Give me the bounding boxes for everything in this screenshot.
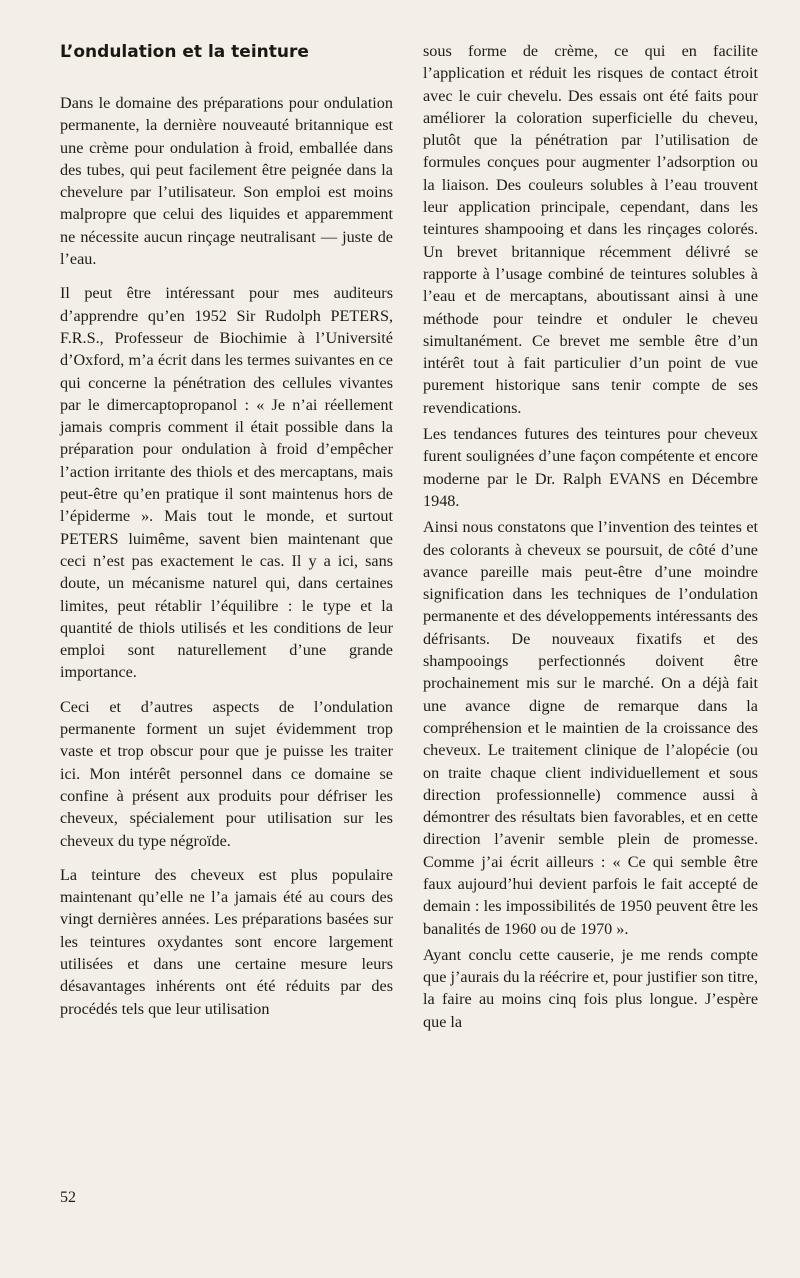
paragraph: Ainsi nous constatons que l’invention des teintes et des colorants à cheveux se poursuit, de côté d’une avance pareille mais peut-être d’une moindre signification dans les techniques de l’ondulation permanente et des développements intéressants des défrisants. De nouveaux fixatifs et des shampooings perfectionnés doivent être prochainement mis sur le marché. On a déjà fait une avance digne de remarque dans la compréhension et le maintien de la croissance des cheveux. Le traitement clinique de l’alopécie (ou on traite chaque client individuellement et sous direction professionnelle) commence aussi à démontrer des résultats bien favorables, et en cette direction l’avenir semble plein de promesse. Comme j’ai écrit ailleurs : « Ce qui semble être faux aujourd’hui devient parfois le fait accepté de demain : les impossibilités de 1950 peuvent être les banalités de 1960 ou de 1970 ». [423,518,758,938]
left-column [60,40,393,1032]
paragraph: La teinture des cheveux est plus populaire maintenant qu’elle ne l’a jamais été au cours des vingt dernières années. Les préparations basées sur les teintures oxydantes sont encore largement utilisées et dans une certaine mesure leurs désavantages inhérents ont été réduits par des procédés tels que leur utilisation [60,865,393,1018]
right-column [423,40,758,1037]
paragraph: Ayant conclu cette causerie, je me rends compte que j’aurais du la réécrire et, pour justifier son titre, la faire au moins cinq fois plus longue. J’espère que la [423,945,758,1031]
section-heading: L’ondulation et la teinture [60,42,309,62]
paragraph: Ceci et d’autres aspects de l’ondulation permanente forment un sujet évidemment trop vaste et trop obscur pour que je puisse les traiter ici. Mon intérêt personnel dans ce domaine se confine à présent aux produits pour défriser les cheveux, spécialement pour utilisation sur les cheveux du type négroïde. [60,697,393,850]
paragraph: Dans le domaine des préparations pour ondulation permanente, la dernière nouveauté britannique est une crème pour ondulation à froid, emballée dans des tubes, qui peut facilement être peignée dans la chevelure par l’utilisateur. Son emploi est moins malpropre que celui des liquides et apparemment ne nécessite aucun rinçage neutralisant — juste de l’eau. [60,94,393,269]
paragraph: Les tendances futures des teintures pour cheveux furent soulignées d’une façon compétente et encore moderne par le Dr. Ralph EVANS en Décembre 1948. [423,425,758,510]
paragraph: sous forme de crème, ce qui en facilite l’application et réduit les risques de contact étroit avec le cuir chevelu. Des essais ont été faits pour améliorer la coloration superficielle du cheveu, plutôt que la pénétration par l’utilisation de formules conçues pour augmenter l’adsorption ou la liaison. Des couleurs solubles à l’eau trouvent leur application principale, cependant, dans les teintures shampooing et dans les rinçages colorés. Un brevet britannique récemment délivré se rapporte à l’usage combiné de teintures solubles à l’eau et de mercaptans, aboutissant ainsi à une méthode pour teindre et onduler le cheveu simultanément. Ce brevet me semble être d’un intérêt tout à fait particulier d’un point de vue purement historique sans tenir compte de ses revendications. [423,42,758,417]
page-number: 52 [60,1189,76,1206]
paragraph: Il peut être intéressant pour mes auditeurs d’apprendre qu’en 1952 Sir Rudolph PETERS, F.R.S., Professeur de Biochimie à l’Université d’Oxford, m’a écrit dans les termes suivantes en ce qui concerne la pénétration des cellules vivantes par le dimercaptopropanol : « Je n’ai réellement jamais compris comment il était possible dans la préparation pour ondulation à froid d’empêcher l’action irritante des thiols et des mercaptans, mais peut-être qu’en pratique il sont maintenus hors de l’épiderme ». Mais tout le monde, et surtout PETERS luimême, savent bien maintenant que ceci n’est pas exactement le cas. Il y a ici, sans doute, un mécanisme naturel qui, dans certaines limites, peut rétablir l’équilibre : le type et la quantité de thiols utilisés et les conditions de leur emploi sont naturellement d’une grande importance. [60,284,393,682]
